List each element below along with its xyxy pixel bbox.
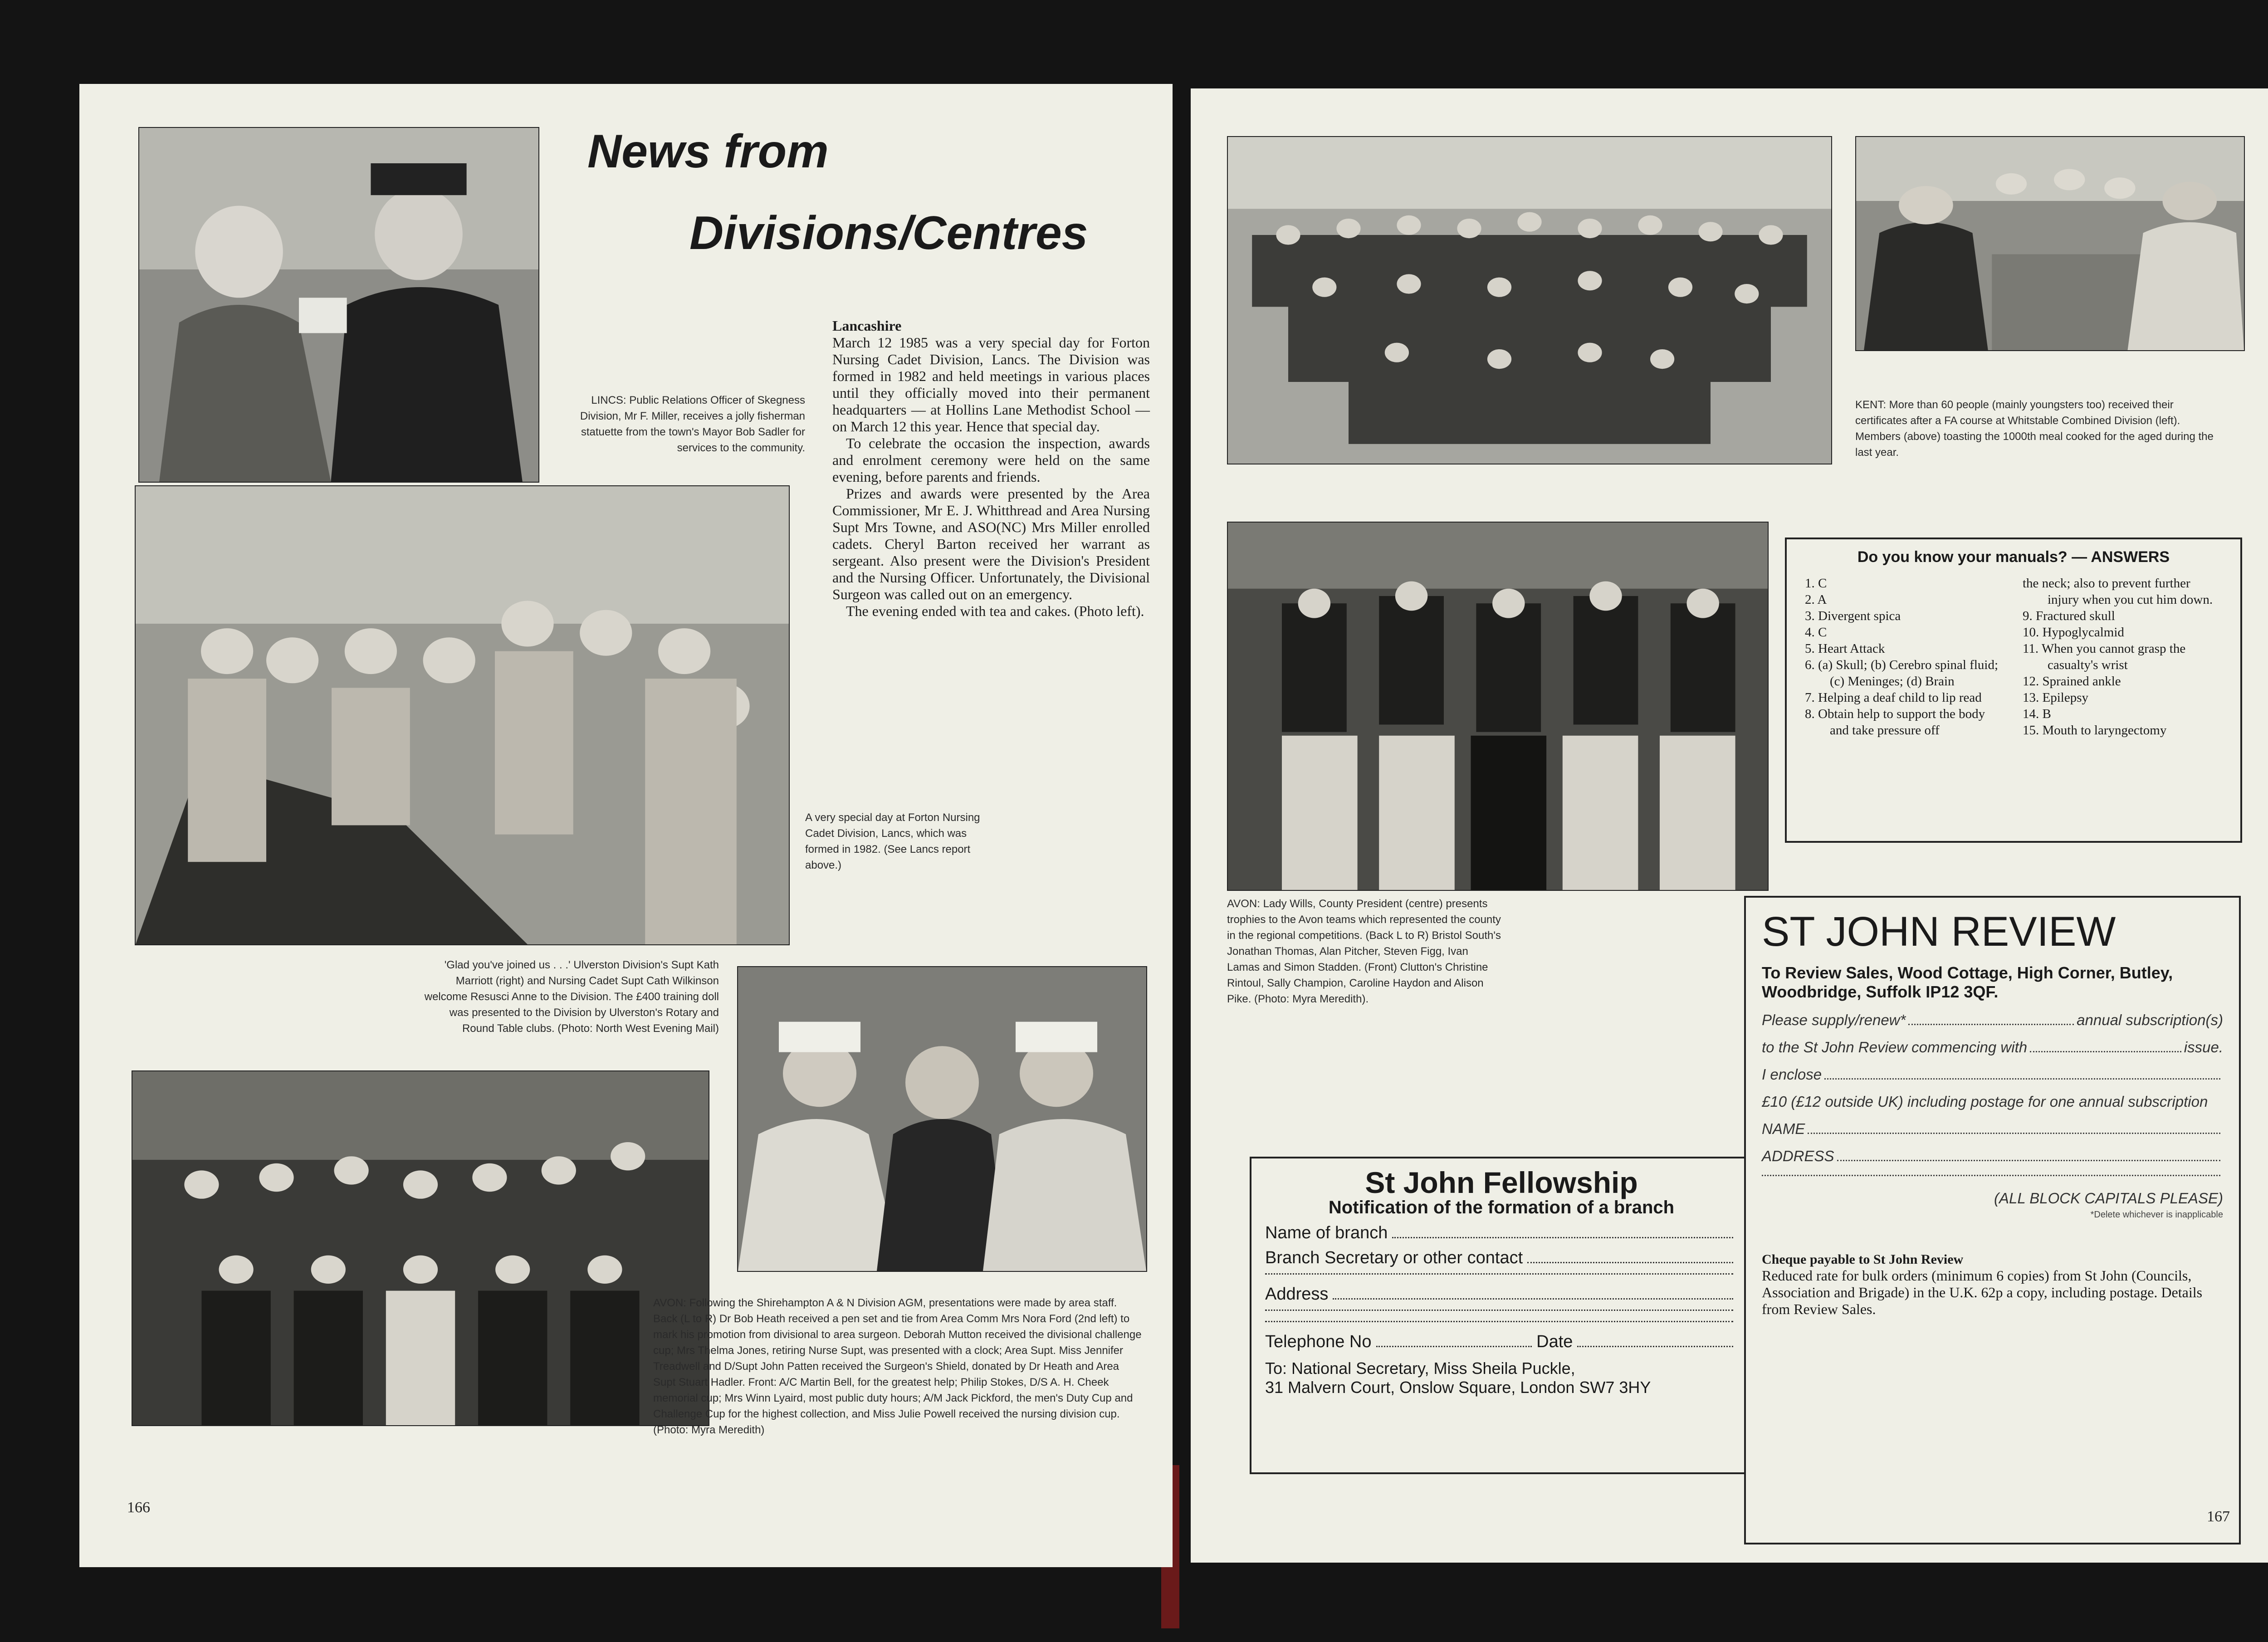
answer-item: 6. (a) Skull; (b) Cerebro spinal fluid; (c) Meninges; (d) Brain xyxy=(1805,658,1999,689)
answers-column-1 xyxy=(1805,575,2004,738)
subscription-label: annual subscription(s) xyxy=(2077,1012,2223,1028)
left-page xyxy=(79,84,1173,1567)
photo-kent-meal-toast xyxy=(1855,136,2245,351)
branch-secretary-field[interactable] xyxy=(1265,1248,1738,1268)
fellowship-title: St John Fellowship xyxy=(1365,1166,1638,1199)
caption-lincs: LINCS: Public Relations Officer of Skegness Division, Mr F. Miller, receives a jolly fisherman statuette from the town's Mayor Bob Sadler for services to the community. xyxy=(580,394,805,454)
delete-note: *Delete whichever is inapplicable xyxy=(2090,1210,2223,1220)
answer-item: 13. Epilepsy xyxy=(2023,690,2088,705)
blank-line[interactable] xyxy=(1265,1321,1738,1327)
photo-shirehampton-presentations xyxy=(132,1070,709,1426)
cheque-text: Reduced rate for bulk orders (minimum 6 copies) from St John (Councils, Association and Brigade) in the U.K. 62p a copy, including postage. Details from Review Sales. xyxy=(1762,1267,2203,1317)
review-address-label: ADDRESS xyxy=(1762,1148,1834,1164)
supply-label: Please supply/renew* xyxy=(1762,1012,1906,1028)
photo-forton-cadets xyxy=(135,485,790,945)
date-label: Date xyxy=(1536,1332,1573,1351)
answer-item: the neck; also to prevent further injury when you cut him down. xyxy=(2023,576,2213,607)
lancashire-article xyxy=(832,318,1150,620)
review-subscription-form xyxy=(1744,896,2241,1544)
commencing-field[interactable] xyxy=(1762,1039,2223,1056)
telephone-label: Telephone No xyxy=(1265,1332,1372,1351)
address-field-review[interactable] xyxy=(1762,1148,2223,1165)
blank-line[interactable] xyxy=(1265,1310,1738,1315)
answer-item: 10. Hypoglycalmid xyxy=(2023,625,2124,640)
answer-item: 3. Divergent spica xyxy=(1805,609,1901,623)
address-field[interactable] xyxy=(1265,1285,1738,1304)
page-number: 166 xyxy=(127,1499,150,1516)
page-number: 167 xyxy=(2207,1508,2230,1525)
name-field[interactable] xyxy=(1762,1120,2223,1138)
telephone-date-field[interactable] xyxy=(1265,1332,1738,1352)
blank-line[interactable] xyxy=(1265,1273,1738,1279)
block-capitals-note: (ALL BLOCK CAPITALS PLEASE) xyxy=(1994,1190,2223,1207)
answer-item: 12. Sprained ankle xyxy=(2023,674,2121,689)
price-text: £10 (£12 outside UK) including postage for one annual subscription xyxy=(1762,1093,2208,1110)
article-paragraph: March 12 1985 was a very special day for Forton Nursing Cadet Division, Lancs. The Division was formed in 1982 and held meetings in various places until they officially moved into their permanent headquarters — at Hollins Lane Methodist School — on March 12 this year. Hence that special day. xyxy=(832,334,1150,435)
branch-name-label: Name of branch xyxy=(1265,1223,1388,1242)
fellowship-address-line1: To: National Secretary, Miss Sheila Puckle, xyxy=(1265,1359,1575,1378)
answers-title: Do you know your manuals? — ANSWERS xyxy=(1857,548,2170,566)
address-label: Address xyxy=(1265,1285,1329,1304)
photo-lincs-mayor-presentation xyxy=(138,127,539,483)
cheque-heading: Cheque payable to St John Review xyxy=(1762,1252,1964,1267)
caption-avon-lady-wills: AVON: Lady Wills, County President (centre) presents trophies to the Avon teams which represented the county in the regional competitions. (Back L to R) Bristol South's Jonathan Thomas, Alan Pitcher, Steven Figg, Ivan Lamas and Simon Stadden. (Front) Clutton's Christine Rintoul, Sally Champion, Caroline Haydon and Alison Pike. (Photo: Myra Meredith). xyxy=(1227,898,1501,1005)
fellowship-subtitle: Notification of the formation of a branch xyxy=(1328,1197,1675,1217)
answers-box xyxy=(1785,538,2242,843)
enclose-field[interactable] xyxy=(1762,1066,2223,1083)
fellowship-address-line2: 31 Malvern Court, Onslow Square, London SW7 3HY xyxy=(1265,1378,1651,1397)
fellowship-form xyxy=(1250,1157,1753,1474)
answer-item: 9. Fractured skull xyxy=(2023,609,2115,623)
answer-item: 4. C xyxy=(1805,625,1827,640)
answer-item: 5. Heart Attack xyxy=(1805,641,1885,656)
commencing-label: to the St John Review commencing with xyxy=(1762,1039,2028,1056)
caption-kent: KENT: More than 60 people (mainly youngsters too) received their certificates after a FA course at Whitstable Combined Division (left). Members (above) toasting the 1000th meal cooked for the aged during the last year. xyxy=(1855,399,2214,459)
article-paragraph: To celebrate the occasion the inspection, awards and enrolment ceremony were held on the same evening, before parents and friends. xyxy=(832,435,1150,485)
caption-forton: A very special day at Forton Nursing Cadet Division, Lancs, which was formed in 1982. (See Lancs report above.) xyxy=(805,811,980,871)
enclose-label: I enclose xyxy=(1762,1066,1822,1083)
answer-item: 14. B xyxy=(2023,707,2051,721)
answer-item: 7. Helping a deaf child to lip read xyxy=(1805,690,1982,705)
answer-item: 8. Obtain help to support the body and take pressure off xyxy=(1805,707,1985,738)
article-heading: Lancashire xyxy=(832,318,902,334)
article-paragraph: Prizes and awards were presented by the Area Commissioner, Mr E. J. Whitthread and Area Nursing Supt Mrs Towne, and ASO(NC) Mrs Miller enrolled cadets. Cheryl Barton received her warrant as sergeant. Also present were the Division's President and the Nursing Officer. Unfortunately, the Divisional Surgeon was called out on an emergency. xyxy=(832,485,1150,602)
answers-column-2 xyxy=(2023,575,2222,738)
review-address: To Review Sales, Wood Cottage, High Corner, Butley, Woodbridge, Suffolk IP12 3QF. xyxy=(1762,963,2173,1001)
page-title-line2: Divisions/Centres xyxy=(689,207,1088,259)
answer-item: 15. Mouth to laryngectomy xyxy=(2023,723,2167,738)
article-paragraph: The evening ended with tea and cakes. (Photo left). xyxy=(846,603,1144,619)
supply-renew-field[interactable] xyxy=(1762,1012,2223,1029)
right-page xyxy=(1191,88,2268,1563)
review-title: ST JOHN REVIEW xyxy=(1762,909,2116,955)
page-title-line1: News from xyxy=(587,125,829,178)
photo-ulverston-resusci-anne xyxy=(737,966,1147,1272)
blank-line[interactable] xyxy=(1762,1175,2223,1180)
name-label: NAME xyxy=(1762,1120,1805,1137)
issue-label: issue. xyxy=(2184,1039,2223,1056)
photo-avon-lady-wills-trophies xyxy=(1227,522,1769,891)
answer-item: 1. C xyxy=(1805,576,1827,591)
branch-name-field[interactable] xyxy=(1265,1223,1738,1243)
answer-item: 11. When you cannot grasp the casualty's wrist xyxy=(2023,641,2186,672)
caption-ulverston: 'Glad you've joined us . . .' Ulverston Division's Supt Kath Marriott (right) and Nursing Cadet Supt Cath Wilkinson welcome Resusci Anne to the Division. The £400 training doll was presented to the Division by Ulverston's Rotary and Round Table clubs. (Photo: North West Evening Mail) xyxy=(424,959,719,1035)
branch-secretary-label: Branch Secretary or other contact xyxy=(1265,1248,1523,1267)
caption-avon-shirehampton: AVON: Following the Shirehampton A & N Division AGM, presentations were made by area staff. Back (L to R) Dr Bob Heath received a pen set and tie from Area Comm Mrs Nora Ford (2nd left) to mark his promotion from divisional to area surgeon. Deborah Mutton received the divisional challenge cup; Mrs Thelma Jones, retiring Nurse Supt, was presented with a clock; Area Supt. Miss Jennifer Treadwell and D/Supt John Patten received the Surgeon's Shield, donated by Dr Heath and Area Supt Stuart Hadler. Front: A/C Martin Bell, for the greatest help; Philip Stokes, D/S A. H. Cheek memorial cup; Mrs Winn Lyaird, most public duty hours; A/M Jack Pickford, the men's Duty Cup and Challenge Cup for the highest collection, and Miss Julie Powell received the nursing division cup. (Photo: Myra Meredith) xyxy=(653,1297,1142,1436)
answer-item: 2. A xyxy=(1805,592,1827,607)
photo-kent-certificates xyxy=(1227,136,1832,464)
